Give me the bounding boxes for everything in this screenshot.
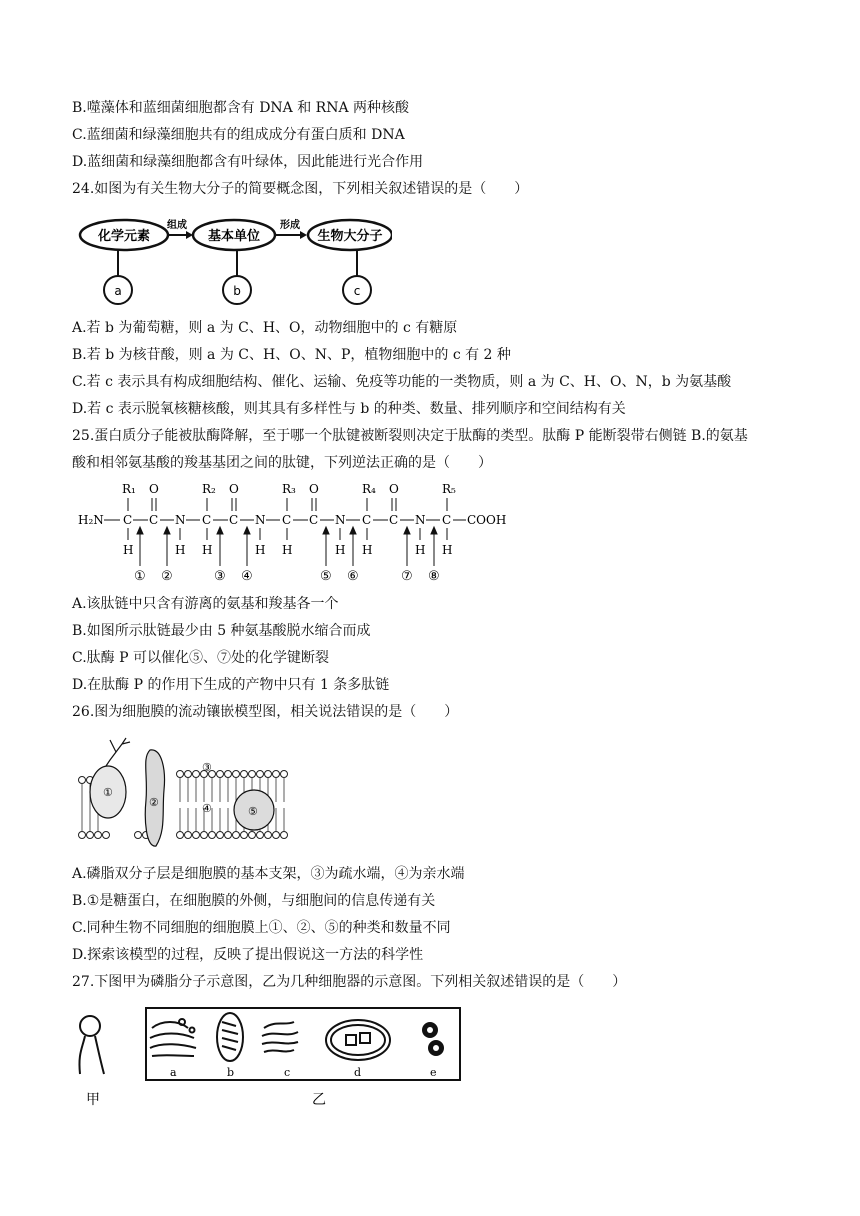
- label-yi: 乙: [312, 1092, 326, 1108]
- organelle-c-er: [262, 1022, 298, 1052]
- o-4: O: [389, 482, 399, 496]
- inner-leaflet: [79, 832, 288, 839]
- r4-label: R₄: [362, 482, 376, 496]
- h-amide-4: H: [415, 543, 426, 557]
- q25-option-c: C.肽酶 P 可以催化⑤、⑦处的化学键断裂: [72, 650, 329, 666]
- q24-option-d: D.若 c 表示脱氧核糖核酸，则其具有多样性与 b 的种类、数量、排列顺序和空间结构有关: [72, 401, 626, 417]
- circle-a-label: a: [114, 284, 122, 298]
- r2-label: R₂: [202, 482, 216, 496]
- n-1: N: [175, 513, 186, 527]
- circle-b-label: b: [233, 284, 241, 298]
- marker-5: ⑤: [248, 805, 258, 818]
- bond-6: ⑥: [347, 569, 359, 584]
- c-carbonyl-4: C: [389, 513, 399, 527]
- marker-2: ②: [149, 796, 159, 809]
- organelle-c-label: c: [284, 1066, 291, 1079]
- q25-peptide-diagram: [72, 478, 532, 588]
- q24-option-b: B.若 b 为核苷酸，则 a 为 C、H、O、N、P，植物细胞中的 c 有 2 种: [72, 347, 511, 363]
- h-amide-2: H: [255, 543, 266, 557]
- q24-stem: 24.如图为有关生物大分子的简要概念图，下列相关叙述错误的是（ ）: [72, 181, 529, 197]
- marker-1: ①: [103, 786, 113, 799]
- q25-stem-line1: 25.蛋白质分子能被肽酶降解，至于哪一个肽键被断裂则决定于肽酶的类型。肽酶 P 能断裂带右侧链 B.的氨基: [72, 428, 748, 444]
- c-carbonyl-2: C: [229, 513, 239, 527]
- q24-option-a: A.若 b 为葡萄糖，则 a 为 C、H、O，动物细胞中的 c 有糖原: [72, 320, 458, 336]
- phospholipid-molecule: [79, 1016, 104, 1074]
- element-box-label: 化学元素: [97, 229, 151, 244]
- c-alpha-2: C: [202, 513, 212, 527]
- o-2: O: [229, 482, 239, 496]
- q24-option-c: C.若 c 表示具有构成细胞结构、催化、运输、免疫等功能的一类物质，则 a 为 C、H、O、N，b 为氨基酸: [72, 374, 732, 390]
- arrow-compose-label: 组成: [167, 220, 187, 231]
- h-alpha-4: H: [362, 543, 373, 557]
- q26-option-a: A.磷脂双分子层是细胞膜的基本支架，③为疏水端，④为亲水端: [72, 866, 465, 882]
- q23-option-d: D.蓝细菌和绿藻细胞都含有叶绿体，因此能进行光合作用: [72, 154, 424, 170]
- organelle-b-mitochondrion: [217, 1013, 243, 1061]
- h-alpha-1: H: [123, 543, 134, 557]
- q23-option-b: B.噬藻体和蓝细菌细胞都含有 DNA 和 RNA 两种核酸: [72, 100, 410, 116]
- sugar-chain: [106, 738, 130, 766]
- q27-figure: [70, 1004, 470, 1114]
- bond-3: ③: [214, 569, 226, 584]
- arrow-form-head: [300, 231, 307, 239]
- arrow-form-label: 形成: [280, 220, 300, 231]
- n-4: N: [415, 513, 426, 527]
- q26-stem: 26.图为细胞膜的流动镶嵌模型图，相关说法错误的是（ ）: [72, 704, 459, 720]
- bond-8: ⑧: [428, 569, 440, 584]
- h-amide-1: H: [175, 543, 186, 557]
- organelle-a-label: a: [170, 1066, 177, 1079]
- q25-option-b: B.如图所示肽链最少由 5 种氨基酸脱水缩合而成: [72, 623, 371, 639]
- q26-option-c: C.同种生物不同细胞的细胞膜上①、②、⑤的种类和数量不同: [72, 920, 451, 936]
- marker-4: ④: [202, 802, 212, 815]
- h-alpha-2: H: [202, 543, 213, 557]
- q23-option-c: C.蓝细菌和绿藻细胞共有的组成成分有蛋白质和 DNA: [72, 127, 405, 143]
- q24-concept-map: [72, 210, 392, 310]
- c-carbonyl-3: C: [309, 513, 319, 527]
- n-3: N: [335, 513, 346, 527]
- c-alpha-3: C: [282, 513, 292, 527]
- organelle-b-label: b: [227, 1066, 235, 1079]
- n-2: N: [255, 513, 266, 527]
- amino-terminus: H₂N: [78, 513, 104, 527]
- h-amide-3: H: [335, 543, 346, 557]
- c-alpha-4: C: [362, 513, 372, 527]
- carboxyl-terminus: COOH: [467, 513, 507, 527]
- h-alpha-3: H: [282, 543, 293, 557]
- c-carbonyl-1: C: [149, 513, 159, 527]
- q25-stem-line2: 酸和相邻氨基酸的羧基基团之间的肽键，下列逆法正确的是（ ）: [72, 455, 492, 471]
- organelle-d-label: d: [354, 1066, 362, 1079]
- organelle-box: [146, 1008, 460, 1080]
- o-3: O: [309, 482, 319, 496]
- q27-stem: 27.下图甲为磷脂分子示意图，乙为几种细胞器的示意图。下列相关叙述错误的是（ ）: [72, 974, 627, 990]
- q26-membrane-model: [70, 730, 300, 852]
- h-alpha-5: H: [442, 543, 453, 557]
- organelle-e-label: e: [430, 1066, 437, 1079]
- bond-5: ⑤: [320, 569, 332, 584]
- label-jia: 甲: [86, 1092, 100, 1108]
- q25-option-d: D.在肽酶 P 的作用下生成的产物中只有 1 条多肽链: [72, 677, 390, 693]
- marker-3: ③: [202, 761, 212, 774]
- unit-box-label: 基本单位: [207, 229, 261, 244]
- r1-label: R₁: [122, 482, 136, 496]
- r5-label: R₅: [442, 482, 456, 496]
- bond-7: ⑦: [401, 569, 413, 584]
- macromolecule-box-label: 生物大分子: [317, 229, 383, 244]
- r3-label: R₃: [282, 482, 296, 496]
- q26-option-d: D.探索该模型的过程，反映了提出假说这一方法的科学性: [72, 947, 424, 963]
- organelle-d-chloroplast: [326, 1020, 390, 1060]
- organelle-a-golgi: [150, 1019, 196, 1056]
- c-alpha-1: C: [123, 513, 133, 527]
- organelle-e-centrosome: [422, 1022, 444, 1056]
- q26-option-b: B.①是糖蛋白，在细胞膜的外侧，与细胞间的信息传递有关: [72, 893, 436, 909]
- bond-1: ①: [134, 569, 146, 584]
- bond-2: ②: [161, 569, 173, 584]
- q25-option-a: A.该肽链中只含有游离的氨基和羧基各一个: [72, 596, 339, 612]
- bond-4: ④: [241, 569, 253, 584]
- c-alpha-5: C: [442, 513, 452, 527]
- circle-c-label: c: [353, 284, 361, 298]
- o-1: O: [149, 482, 159, 496]
